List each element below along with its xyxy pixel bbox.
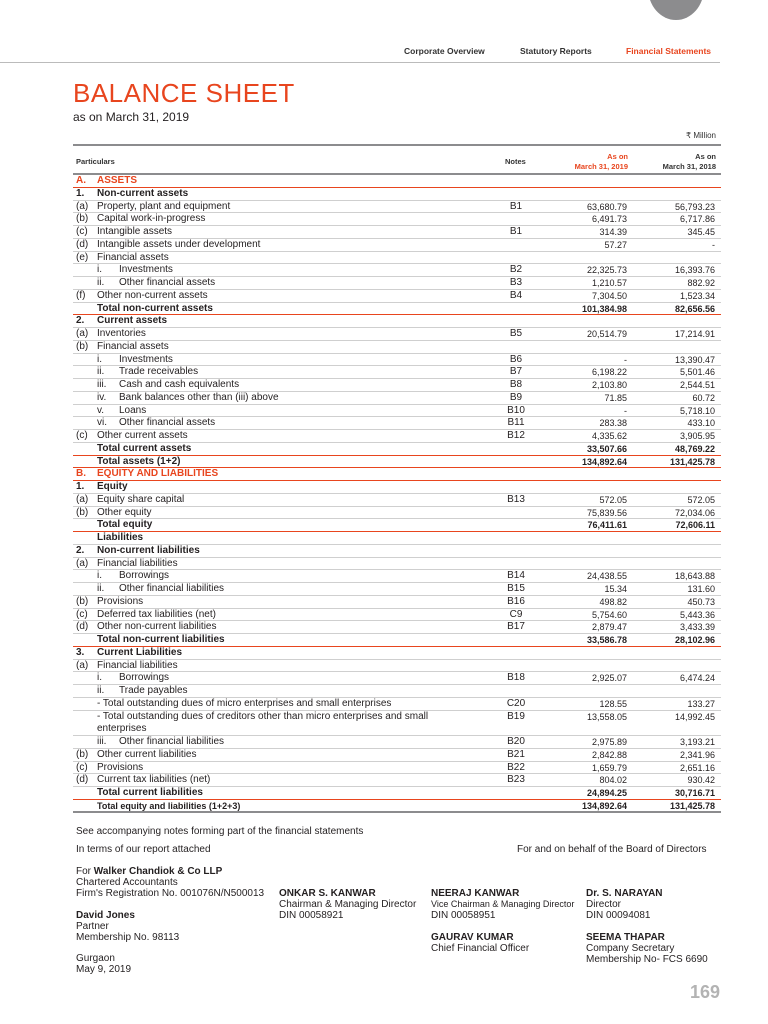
row-value-2018: 131,425.78	[669, 800, 715, 811]
row-index: v.	[97, 404, 105, 416]
table-row	[73, 774, 721, 787]
row-value-2019: 33,586.78	[586, 635, 627, 645]
row-label: - Total outstanding dues of creditors other than micro enterprises and small	[97, 710, 429, 722]
row-index: ii.	[97, 366, 105, 378]
row-value-2019: 4,335.62	[591, 431, 627, 441]
header-particulars: Particulars	[76, 157, 115, 166]
table-row	[73, 621, 721, 634]
row-label: Provisions	[97, 595, 144, 607]
row-label: Other financial liabilities	[119, 736, 225, 747]
row-label: Bank balances other than (iii) above	[119, 391, 279, 403]
row-label: Equity	[97, 481, 128, 492]
table-row	[73, 366, 721, 379]
table-row	[73, 252, 721, 265]
row-label: Other current assets	[97, 430, 188, 441]
table-row	[73, 328, 721, 341]
table-row	[73, 787, 721, 800]
row-value-2018: 60.72	[692, 392, 715, 403]
row-index: ii.	[97, 685, 105, 696]
row-label: Deferred tax liabilities (net)	[97, 608, 216, 620]
signatory-3-name: Dr. S. NARAYAN	[586, 888, 663, 899]
table-row	[73, 570, 721, 583]
row-label: ASSETS	[97, 175, 138, 186]
row-value-2019: 7,304.50	[591, 290, 627, 301]
row-notes: B10	[507, 404, 525, 416]
table-row	[73, 392, 721, 405]
table-row	[73, 762, 721, 775]
row-index: (d)	[76, 774, 89, 786]
row-value-2019: 24,438.55	[586, 571, 627, 582]
row-index: (a)	[76, 200, 89, 212]
row-label: Financial liabilities	[97, 557, 178, 569]
row-index: (f)	[76, 289, 86, 301]
table-row	[73, 430, 721, 443]
row-index: 2.	[76, 315, 85, 327]
table-row	[73, 583, 721, 596]
table-row	[73, 226, 721, 239]
row-value-2018: 56,793.23	[674, 201, 715, 212]
row-value-2019: 101,384.98	[581, 303, 627, 314]
row-label: Borrowings	[119, 672, 170, 684]
row-value-2019: 498.82	[599, 596, 627, 607]
row-notes: B18	[507, 672, 525, 684]
row-value-2019: 5,754.60	[591, 609, 627, 620]
row-value-2019: 20,514.79	[586, 329, 627, 339]
row-label: Other non-current liabilities	[97, 621, 217, 633]
header-col1-line2: March 31, 2019	[574, 162, 628, 171]
row-index: (a)	[76, 557, 89, 569]
row-index: A.	[76, 175, 86, 186]
row-value-2018: 2,341.96	[679, 749, 715, 760]
row-index: (d)	[76, 238, 89, 250]
row-label: Financial assets	[97, 251, 169, 263]
row-index: (c)	[76, 608, 88, 620]
row-notes: B3	[509, 277, 523, 288]
row-index: (b)	[76, 213, 89, 225]
table-row	[73, 736, 721, 749]
auditor-firm: Walker Chandiok & Co LLP	[93, 866, 223, 877]
row-label: Trade payables	[119, 685, 188, 696]
row-value-2018: 2,544.51	[679, 380, 715, 390]
row-index: (e)	[76, 251, 89, 263]
row-label: Total equity	[97, 519, 153, 531]
row-index: 1.	[76, 481, 85, 492]
row-label: EQUITY AND LIABILITIES	[97, 468, 219, 480]
signatory-3-role: Director	[586, 899, 622, 910]
table-row	[73, 341, 721, 354]
row-label: Non-current assets	[97, 187, 189, 199]
row-label: Total assets (1+2)	[97, 455, 181, 467]
row-value-2018: 14,992.45	[674, 711, 715, 722]
row-value-2019: 134,892.64	[581, 800, 627, 811]
table-row	[73, 545, 721, 558]
row-label: Total non-current assets	[97, 302, 213, 314]
row-label: Other equity	[97, 506, 152, 518]
row-label: Total current assets	[97, 442, 192, 454]
header-col2-line2: March 31, 2018	[662, 162, 716, 171]
row-index: i.	[97, 672, 102, 684]
unit-label: ₹ Million	[686, 131, 716, 140]
row-value-2018: 1,523.34	[679, 290, 715, 301]
date: May 9, 2019	[76, 964, 132, 975]
row-index: (b)	[76, 748, 89, 760]
row-index: (a)	[76, 328, 89, 339]
row-label: Other financial liabilities	[119, 583, 225, 594]
table-row	[73, 507, 721, 520]
row-index: (c)	[76, 226, 88, 237]
row-value-2019: 6,491.73	[591, 214, 627, 225]
row-value-2018: -	[712, 239, 715, 250]
row-value-2018: 30,716.71	[674, 788, 715, 798]
row-notes: B12	[507, 430, 525, 441]
row-notes: B23	[507, 774, 525, 786]
row-notes: B1	[509, 200, 523, 212]
row-notes: B19	[507, 710, 525, 722]
row-value-2019: 75,839.56	[586, 507, 627, 518]
row-value-2019: 76,411.61	[587, 520, 627, 531]
row-value-2019: 2,103.80	[591, 380, 627, 390]
table-row	[73, 660, 721, 673]
auditor-line	[76, 866, 222, 877]
table-row	[73, 405, 721, 418]
row-notes: B8	[509, 379, 523, 390]
row-value-2019: 572.05	[599, 494, 627, 505]
row-notes: B11	[507, 417, 525, 429]
row-label: Current assets	[97, 315, 168, 327]
row-index: iii.	[97, 379, 107, 390]
table-row	[73, 239, 721, 252]
header-col1-line1: As on	[607, 152, 628, 161]
row-notes: B4	[509, 289, 523, 301]
row-value-2018: 2,651.16	[679, 762, 715, 773]
row-label: Total equity and liabilities (1+2+3)	[97, 800, 241, 811]
table-bottom-rule	[73, 811, 721, 813]
row-label-continued: enterprises	[97, 723, 147, 735]
table-row	[73, 634, 721, 647]
row-notes: B16	[507, 595, 525, 607]
row-label: Loans	[119, 404, 147, 416]
row-value-2019: 24,894.25	[586, 788, 627, 798]
row-notes: B13	[507, 493, 525, 505]
table-row	[73, 532, 721, 545]
row-value-2018: 82,656.56	[674, 303, 715, 314]
row-notes: B7	[509, 366, 523, 378]
signatory-1-role: Chairman & Managing Director	[279, 899, 417, 910]
partner-role: Partner	[76, 921, 109, 932]
row-notes: B22	[507, 761, 525, 773]
row-label: Trade receivables	[119, 366, 199, 378]
signatory-1-din: DIN 00058921	[279, 910, 344, 921]
signatory-4-role: Chief Financial Officer	[431, 943, 530, 954]
auditor-prefix: For	[76, 866, 91, 877]
row-notes: B2	[509, 264, 523, 276]
row-index: (b)	[76, 340, 89, 352]
row-label: Capital work-in-progress	[97, 213, 206, 225]
row-value-2018: 28,102.96	[674, 635, 715, 645]
row-value-2019: 2,925.07	[591, 673, 627, 684]
row-notes: C20	[506, 697, 526, 709]
row-value-2018: 133.27	[687, 698, 715, 709]
signatory-2-role: Vice Chairman & Managing Director	[431, 899, 575, 909]
row-label: Other current liabilities	[97, 748, 197, 760]
row-value-2018: 72,034.06	[674, 507, 715, 518]
table-row	[73, 188, 721, 201]
table-row	[73, 213, 721, 226]
table-row	[73, 175, 721, 188]
table-row	[73, 315, 721, 328]
footnote: See accompanying notes forming part of the financial statements	[76, 826, 364, 837]
row-value-2018: 48,769.22	[674, 443, 715, 454]
table-row	[73, 443, 721, 456]
row-label: Investments	[119, 353, 173, 365]
row-value-2018: 17,214.91	[674, 329, 715, 339]
nav-financial-statements[interactable]: Financial Statements	[626, 46, 712, 56]
table-row	[73, 609, 721, 622]
row-value-2019: 6,198.22	[591, 367, 627, 378]
row-index: 1.	[76, 187, 85, 199]
row-value-2019: 1,210.57	[591, 278, 627, 288]
row-value-2019: 804.02	[599, 775, 627, 786]
row-value-2019: 134,892.64	[581, 456, 627, 467]
row-value-2019: 63,680.79	[586, 201, 627, 212]
report-reference: In terms of our report attached	[76, 844, 211, 855]
table-row	[73, 417, 721, 430]
row-notes: B15	[507, 583, 525, 594]
signatory-3-din: DIN 00094081	[586, 910, 651, 921]
row-value-2019: -	[624, 354, 627, 365]
table-row	[73, 303, 721, 316]
row-value-2018: 18,643.88	[674, 571, 715, 582]
signatory-2-name: NEERAJ KANWAR	[431, 888, 520, 899]
page-subtitle: as on March 31, 2019	[73, 110, 190, 124]
row-label: Current Liabilities	[97, 646, 183, 658]
row-value-2018: 6,474.24	[679, 673, 715, 684]
row-value-2018: 131.60	[687, 584, 715, 594]
row-value-2019: 22,325.73	[586, 265, 627, 276]
row-value-2019: 13,558.05	[586, 711, 627, 722]
row-notes: B20	[507, 736, 525, 747]
row-notes: C9	[509, 608, 523, 620]
signatory-4-name: GAURAV KUMAR	[431, 932, 514, 943]
row-index: i.	[97, 264, 102, 276]
row-label: Borrowings	[119, 570, 170, 582]
row-value-2019: -	[624, 405, 627, 416]
table-row	[73, 711, 721, 737]
row-index: iv.	[97, 391, 107, 403]
row-index: (d)	[76, 621, 89, 633]
row-index: i.	[97, 570, 102, 582]
row-value-2018: 433.10	[687, 418, 715, 429]
table-row	[73, 264, 721, 277]
row-index: 2.	[76, 544, 85, 556]
row-value-2019: 15.34	[604, 584, 627, 594]
row-value-2018: 450.73	[687, 596, 715, 607]
row-value-2018: 72,606.11	[675, 520, 715, 531]
signatory-2-din: DIN 00058951	[431, 910, 496, 921]
table-row	[73, 456, 721, 469]
row-index: 3.	[76, 646, 85, 658]
row-notes: B9	[509, 391, 523, 403]
nav-statutory-reports[interactable]: Statutory Reports	[520, 46, 592, 56]
nav-corporate-overview[interactable]: Corporate Overview	[404, 46, 485, 56]
page-number: 169	[689, 982, 720, 1002]
row-label: Non-current liabilities	[97, 544, 200, 556]
table-row	[73, 596, 721, 609]
header-notes: Notes	[505, 157, 526, 166]
page-title: BALANCE SHEET	[73, 78, 295, 108]
board-behalf: For and on behalf of the Board of Directors	[517, 844, 707, 855]
row-label: Property, plant and equipment	[97, 200, 231, 212]
partner-name: David Jones	[76, 910, 135, 921]
signatory-1-name: ONKAR S. KANWAR	[279, 888, 376, 899]
row-value-2018: 930.42	[687, 775, 715, 786]
partner-membership: Membership No. 98113	[76, 932, 180, 943]
row-value-2018: 882.92	[687, 278, 715, 288]
row-value-2019: 2,842.88	[591, 749, 627, 760]
row-label: Intangible assets under development	[97, 238, 261, 250]
row-label: Financial liabilities	[97, 659, 178, 671]
table-row	[73, 468, 721, 481]
row-label: Total non-current liabilities	[97, 634, 225, 645]
table-row	[73, 519, 721, 532]
table-row	[73, 672, 721, 685]
signatory-5-membership: Membership No- FCS 6690	[586, 954, 708, 965]
row-label: Cash and cash equivalents	[119, 379, 240, 390]
row-label: Other non-current assets	[97, 289, 208, 301]
row-label: Other financial assets	[119, 417, 216, 429]
row-label: Financial assets	[97, 340, 169, 352]
table-row	[73, 558, 721, 571]
row-value-2018: 13,390.47	[674, 354, 715, 365]
table-row	[73, 494, 721, 507]
row-label: Intangible assets	[97, 226, 173, 237]
table-row	[73, 481, 721, 494]
row-notes: B14	[507, 570, 525, 582]
row-value-2019: 128.55	[599, 698, 627, 709]
row-label: Current tax liabilities (net)	[97, 774, 211, 786]
row-value-2018: 5,443.36	[679, 609, 715, 620]
row-index: (b)	[76, 506, 89, 518]
signatory-5-role: Company Secretary	[586, 943, 675, 954]
row-label: Inventories	[97, 328, 146, 339]
row-value-2019: 2,879.47	[591, 622, 627, 633]
row-value-2018: 3,905.95	[679, 431, 715, 441]
row-index: i.	[97, 353, 102, 365]
table-row	[73, 354, 721, 367]
row-notes: B21	[507, 748, 525, 760]
row-value-2019: 314.39	[599, 227, 627, 237]
row-index: (a)	[76, 493, 89, 505]
row-label: Liabilities	[97, 532, 144, 543]
table-row	[73, 698, 721, 711]
row-value-2019: 71.85	[604, 392, 627, 403]
auditor-registration: Firm's Registration No. 001076N/N500013	[76, 888, 265, 899]
row-label: Total current liabilities	[97, 787, 203, 798]
table-row	[73, 201, 721, 214]
table-row	[73, 749, 721, 762]
row-label: Other financial assets	[119, 277, 216, 288]
row-index: ii.	[97, 583, 105, 594]
row-label: Investments	[119, 264, 173, 276]
auditor-type: Chartered Accountants	[76, 877, 178, 888]
row-value-2019: 283.38	[599, 418, 627, 429]
row-value-2019: 1,659.79	[591, 762, 627, 773]
row-value-2018: 16,393.76	[674, 265, 715, 276]
row-notes: B1	[509, 226, 523, 237]
header-col2-line1: As on	[695, 152, 716, 161]
row-value-2019: 2,975.89	[591, 737, 627, 747]
row-value-2018: 3,433.39	[679, 622, 715, 633]
row-label: Equity share capital	[97, 493, 185, 505]
row-value-2018: 5,718.10	[679, 405, 715, 416]
row-value-2018: 5,501.46	[679, 367, 715, 378]
row-index: (c)	[76, 761, 88, 773]
row-value-2018: 131,425.78	[669, 456, 715, 467]
table-row	[73, 290, 721, 303]
row-index: B.	[76, 468, 86, 480]
row-index: iii.	[97, 736, 107, 747]
row-notes: B6	[509, 353, 523, 365]
row-label: - Total outstanding dues of micro enterprises and small enterprises	[97, 697, 392, 709]
table-row	[73, 379, 721, 392]
table-row	[73, 647, 721, 660]
table-row	[73, 685, 721, 698]
row-notes: B17	[507, 621, 525, 633]
row-index: (b)	[76, 595, 89, 607]
row-label: Provisions	[97, 761, 144, 773]
row-value-2019: 33,507.66	[586, 443, 627, 454]
place: Gurgaon	[76, 953, 115, 964]
row-value-2018: 6,717.86	[679, 214, 715, 225]
signatory-5-name: SEEMA THAPAR	[586, 932, 665, 943]
row-notes: B5	[509, 328, 523, 339]
row-index: (a)	[76, 659, 89, 671]
row-value-2018: 572.05	[687, 494, 715, 505]
row-index: vi.	[97, 417, 107, 429]
row-value-2019: 57.27	[604, 239, 627, 250]
table-row	[73, 277, 721, 290]
row-value-2018: 345.45	[687, 227, 715, 237]
row-index: (c)	[76, 430, 88, 441]
row-index: ii.	[97, 277, 105, 288]
row-value-2018: 3,193.21	[679, 737, 715, 747]
